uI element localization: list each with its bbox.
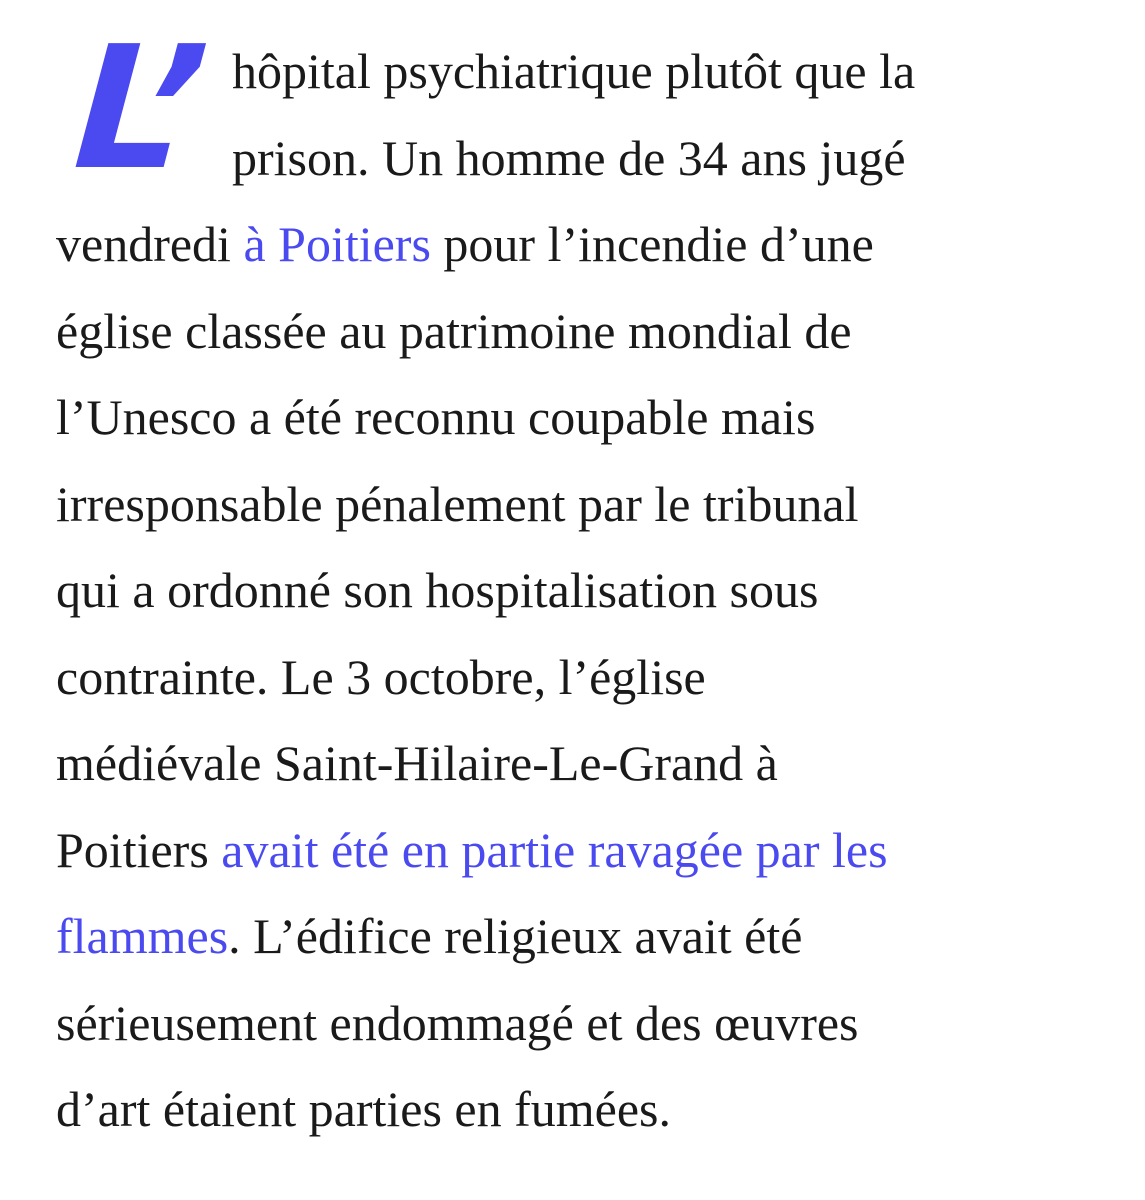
- text-segment: pour l’incendie d’une: [430, 216, 874, 272]
- text-line: prison. Un homme de 34 ans jugé: [232, 129, 906, 186]
- text-line: [56, 201, 1096, 288]
- text-line: l’Unesco a été reconnu coupable mais: [56, 389, 816, 445]
- text-line: qui a ordonné son hospitalisation sous: [56, 562, 819, 618]
- drop-cap: L’: [69, 10, 214, 208]
- text-line: contrainte. Le 3 octobre, l’église: [56, 648, 706, 705]
- text-line: [56, 807, 1096, 894]
- text-line: [56, 893, 1096, 980]
- text-line: d’art étaient parties en fumées.: [56, 1081, 671, 1137]
- text-segment: Poitiers: [56, 821, 222, 878]
- link-a-poitiers[interactable]: à Poitiers: [243, 216, 431, 272]
- link-ravagee-flammes-cont[interactable]: flammes: [56, 908, 229, 964]
- text-segment: . L’édifice religieux avait été: [228, 908, 803, 964]
- text-line: sérieusement endommagé et des œuvres: [56, 994, 859, 1051]
- text-line: hôpital psychiatrique plutôt que la: [232, 43, 916, 99]
- text-line: église classée au patrimoine mondial de: [56, 302, 852, 359]
- link-ravagee-flammes[interactable]: avait été en partie ravagée par les: [221, 821, 888, 878]
- text-line: irresponsable pénalement par le tribunal: [56, 475, 859, 532]
- article-paragraph: [56, 10, 1096, 1153]
- text-segment: vendredi: [56, 216, 244, 272]
- text-line: médiévale Saint-Hilaire-Le-Grand à: [56, 735, 778, 791]
